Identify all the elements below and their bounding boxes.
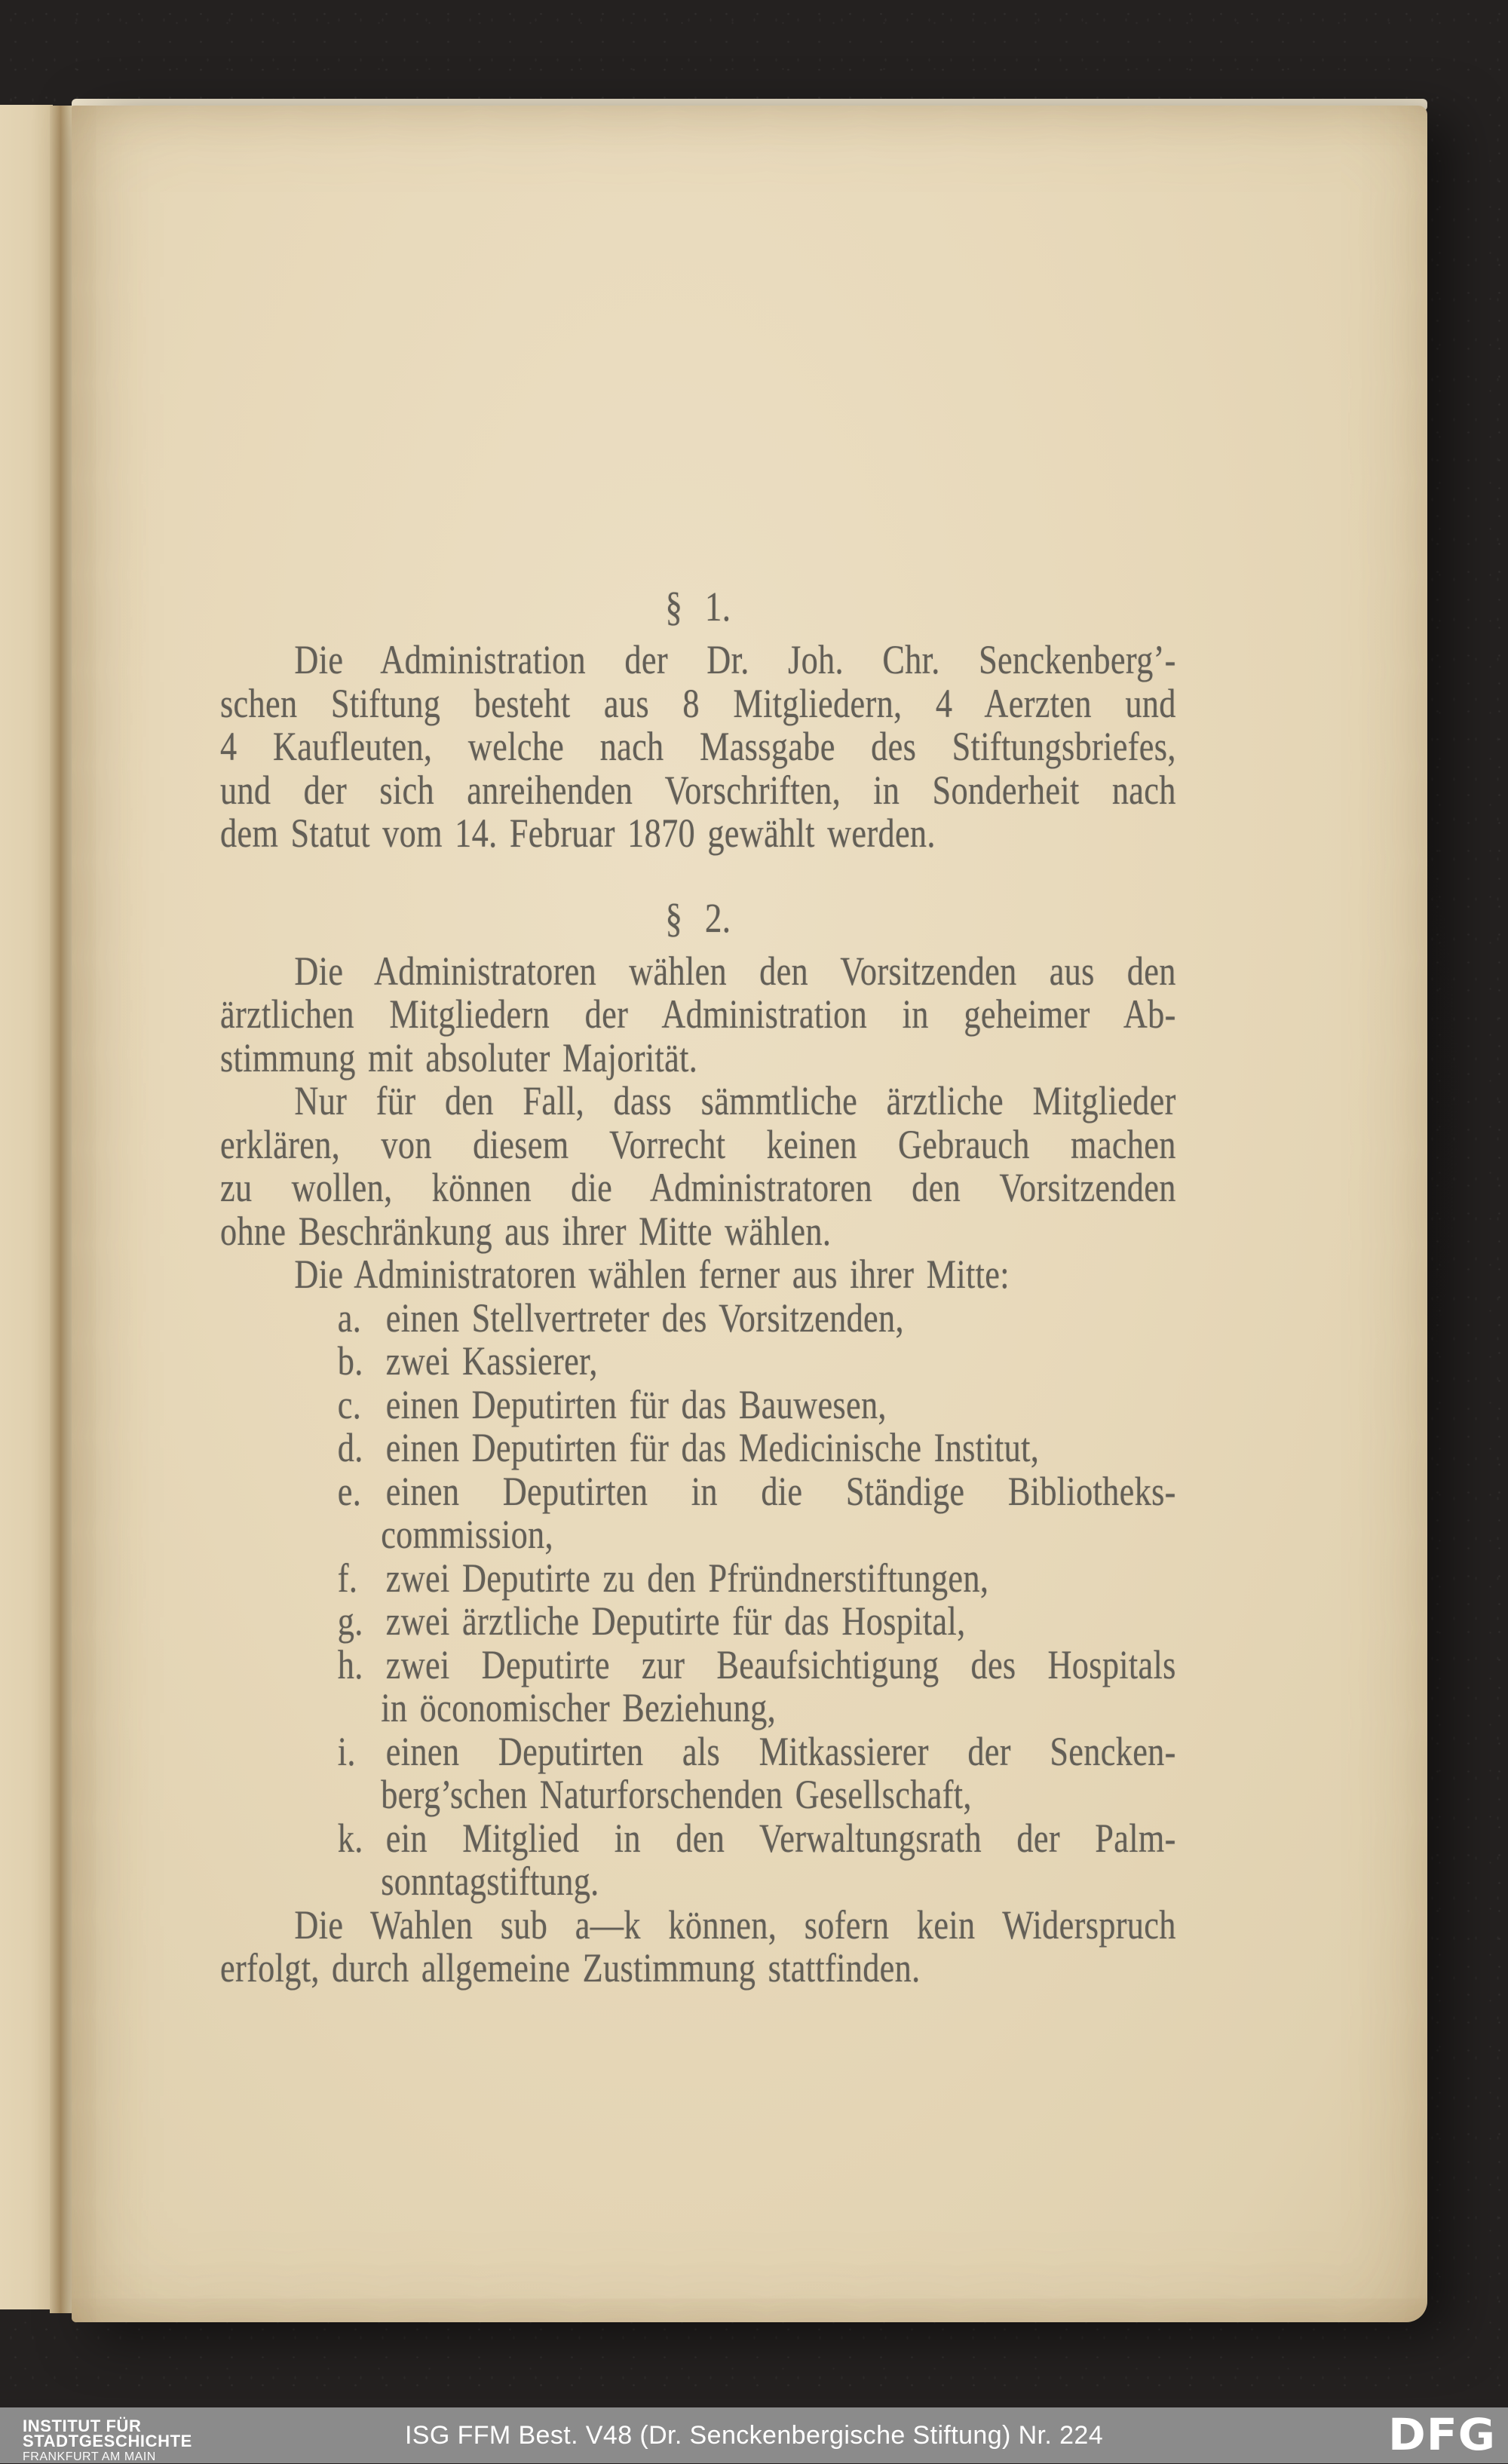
institute-name-line: STADTGESCHICHTE (23, 2432, 192, 2450)
text-line (220, 1730, 1176, 1774)
line-text: einen Deputirten für das Medicinische Institut, (385, 1425, 1040, 1470)
text-line (220, 1600, 1176, 1644)
dfg-logo: DFG (1387, 2410, 1496, 2461)
institute-name-line: INSTITUT FÜR (23, 2416, 142, 2435)
text-line (220, 1080, 1176, 1123)
line-text: erklären, von diesem Vorrecht keinen Gebrauch machen (220, 1121, 1176, 1167)
text-line (220, 1210, 1176, 1254)
text-line (220, 1773, 1176, 1817)
line-text: zwei Kassierer, (385, 1338, 598, 1384)
line-text: 4 Kaufleuten, welche nach Massgabe des Stiftungsbriefes, (220, 724, 1176, 769)
text-line (220, 1470, 1176, 1514)
line-text: Die Administratoren wählen den Vorsitzenden aus den (294, 948, 1176, 994)
line-text: zwei ärztliche Deputirte für das Hospital, (385, 1598, 966, 1644)
text-line (220, 1123, 1176, 1167)
text-line (220, 1947, 1176, 1991)
line-text: ohne Beschränkung aus ihrer Mitte wählen. (220, 1208, 832, 1254)
line-text: und der sich anreihenden Vorschriften, in Sonderheit nach (220, 767, 1176, 813)
text-line (220, 1513, 1176, 1557)
text-line (220, 812, 1176, 856)
line-text: ärztlichen Mitgliedern der Administration in geheimer Ab- (220, 991, 1176, 1037)
line-text: einen Deputirten in die Ständige Bibliotheks- (385, 1468, 1176, 1514)
text-column (220, 584, 1176, 1991)
line-text: commission, (381, 1512, 553, 1557)
text-line (220, 639, 1176, 682)
line-text: zwei Deputirte zu den Pfründnerstiftungen, (385, 1555, 989, 1601)
archive-reference: ISG FFM Best. V48 (Dr. Senckenbergische Stiftung) Nr. 224 (404, 2421, 1104, 2450)
line-text: erfolgt, durch allgemeine Zustimmung stattfinden. (220, 1945, 921, 1991)
text-line (220, 1340, 1176, 1384)
line-text: schen Stiftung besteht aus 8 Mitgliedern, 4 Aerzten und (220, 680, 1176, 726)
text-line (220, 1687, 1176, 1730)
footer-bar (0, 2407, 1508, 2463)
text-line (220, 725, 1176, 769)
line-text: Die Administration der Dr. Joh. Chr. Senckenberg’- (294, 637, 1176, 682)
text-line (220, 950, 1176, 994)
section-heading (220, 584, 1176, 630)
line-text: Nur für den Fall, dass sämmtliche ärztliche Mitglieder (294, 1078, 1176, 1123)
line-text: dem Statut vom 14. Februar 1870 gewählt werden. (220, 811, 936, 856)
line-text: stimmung mit absoluter Majorität. (220, 1034, 698, 1080)
text-line (220, 1166, 1176, 1210)
text-line (220, 1641, 1176, 1687)
text-line (220, 1253, 1176, 1297)
list-item-marker: h. (337, 1641, 363, 1687)
list-item-marker: k. (337, 1815, 363, 1861)
document-page (72, 106, 1427, 2322)
text-line (220, 1034, 1176, 1080)
text-line (220, 1557, 1176, 1601)
line-text: sonntagstiftung. (381, 1859, 599, 1904)
text-line (220, 1381, 1176, 1427)
text-line (220, 682, 1176, 726)
list-item-marker: c. (337, 1381, 362, 1427)
previous-page-edge (0, 105, 53, 2309)
line-text: Die Administratoren wählen ferner aus ihrer Mitte: (294, 1252, 1010, 1297)
list-item-marker: b. (337, 1338, 363, 1384)
line-text: ein Mitglied in den Verwaltungsrath der Palm- (385, 1815, 1176, 1861)
line-text: einen Deputirten für das Bauwesen, (385, 1381, 887, 1427)
text-line (220, 1817, 1176, 1861)
line-text: § 1. (665, 584, 731, 630)
text-line (220, 1904, 1176, 1948)
line-text: zwei Deputirte zur Beaufsichtigung des Hospitals (385, 1641, 1176, 1687)
line-text: Die Wahlen sub a—k können, sofern kein Widerspruch (294, 1902, 1176, 1948)
text-line (220, 769, 1176, 813)
list-item-marker: f. (337, 1555, 358, 1601)
institute-city-line: FRANKFURT AM MAIN (23, 2450, 156, 2463)
line-text: berg’schen Naturforschenden Gesellschaft, (381, 1772, 972, 1817)
text-line (220, 993, 1176, 1037)
list-item-marker: d. (337, 1425, 363, 1470)
list-item-marker: e. (337, 1468, 362, 1514)
line-text: § 2. (665, 894, 731, 941)
line-text: zu wollen, können die Administratoren den Vorsitzenden (220, 1165, 1176, 1210)
section-heading (220, 896, 1176, 941)
text-line (220, 1860, 1176, 1904)
line-text: in öconomischer Beziehung, (381, 1685, 776, 1730)
line-text: einen Stellvertreter des Vorsitzenden, (385, 1295, 904, 1341)
line-text: einen Deputirten als Mitkassierer der Sencken- (385, 1728, 1176, 1774)
list-item-marker: g. (337, 1598, 363, 1644)
list-item-marker: a. (337, 1295, 362, 1341)
text-line (220, 1427, 1176, 1470)
text-line (220, 1297, 1176, 1341)
list-item-marker: i. (337, 1728, 356, 1774)
